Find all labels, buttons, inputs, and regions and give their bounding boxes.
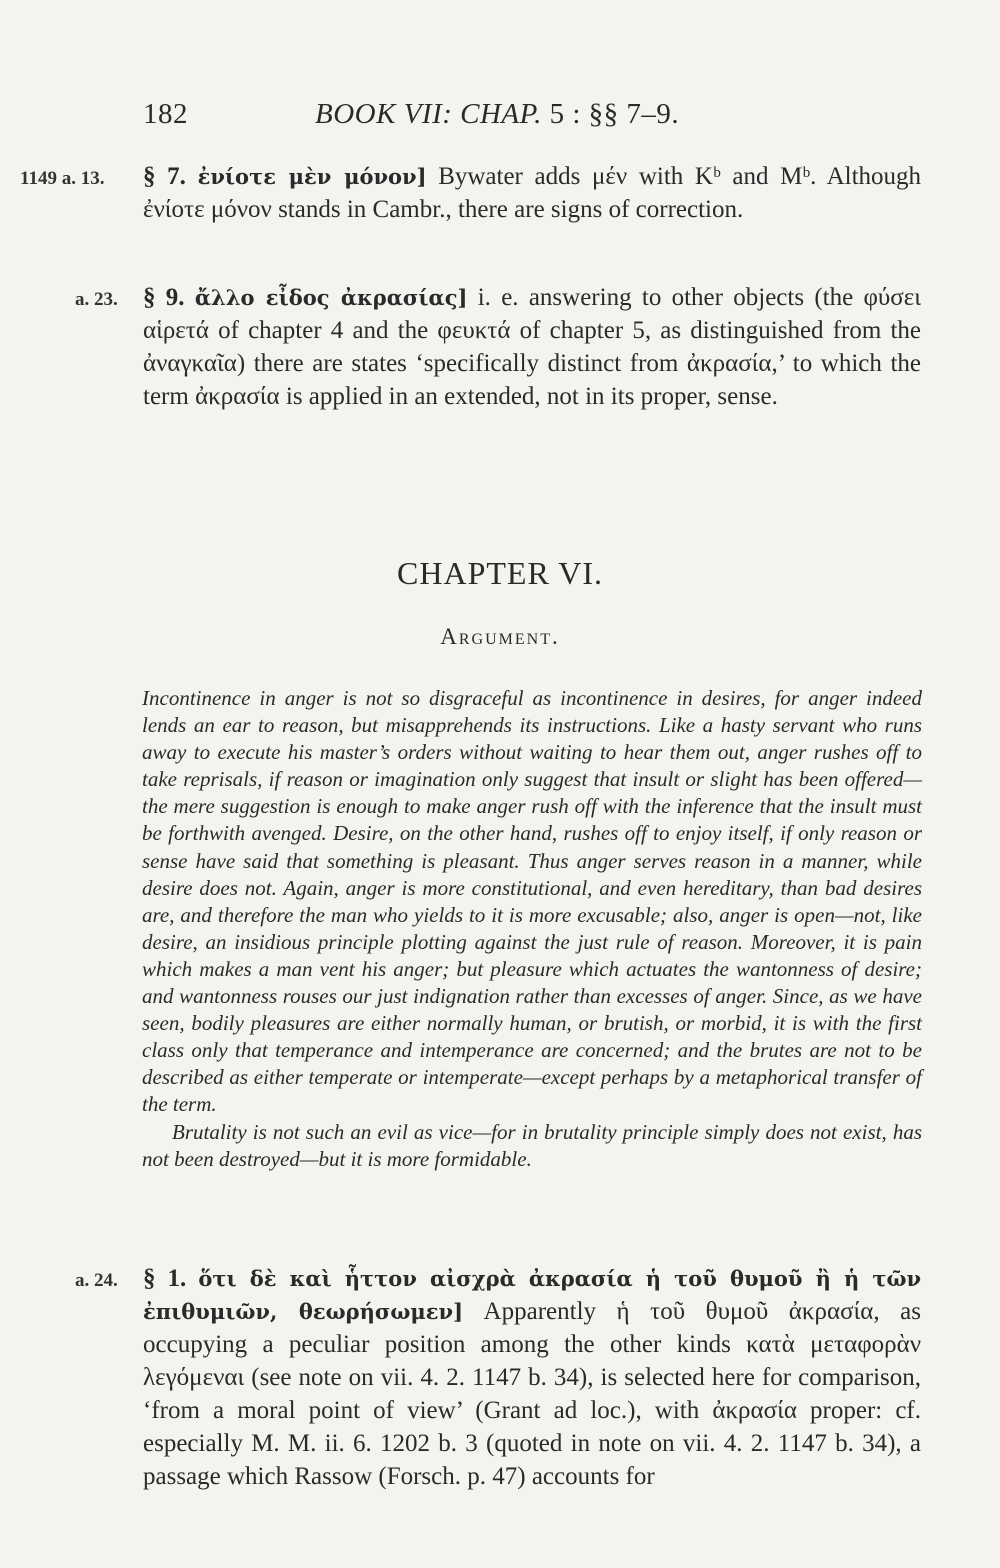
- argument-paragraph-2: Brutality is not such an evil as vice—for in brutality principle simply does not exist, has not been destroyed—but it is more formidable.: [142, 1119, 922, 1171]
- argument-text: [142, 685, 922, 1173]
- margin-reference: a. 23.: [75, 289, 118, 310]
- argument-heading: Argument.: [440, 624, 560, 649]
- section-mark: § 9.: [143, 284, 185, 311]
- margin-reference: a. 24.: [75, 1270, 118, 1291]
- note-text: i. e. answering to other objects (the φύσει αἱρετά of chapter 4 and the φευκτά of chapter 5, as distinguished from the ἀναγκαῖα) there are states ‘specifically distinct from ἀκρασία,’ to which the term ἀκρασία is applied in an extended, not in its proper, sense.: [143, 284, 922, 410]
- lemma: ὅτι δὲ καὶ ἧττον αἰσχρὰ ἀκρασία ἡ τοῦ θυμοῦ ἢ ἡ τῶν ἐπιθυμιῶν, θεωρήσωμεν]: [143, 1266, 922, 1324]
- chapter-title: CHAPTER VI.: [397, 555, 603, 591]
- note-body: [143, 1262, 921, 1493]
- margin-reference: 1149 a. 13.: [20, 168, 105, 189]
- lemma: ἐνίοτε μὲν μόνον]: [197, 164, 427, 189]
- lemma: ἄλλο εἶδος ἀκρασίας]: [194, 285, 468, 310]
- note-body: [143, 160, 921, 226]
- running-title-italic: BOOK VII: CHAP.: [315, 98, 542, 130]
- note-body: [143, 281, 921, 413]
- page-number: 182: [143, 98, 188, 130]
- note-text: Apparently ἡ τοῦ θυμοῦ ἀκρασία, as occupying a peculiar position among the other kinds κατὰ μεταφορὰν λεγόμεναι (see note on vii. 4. 2. 1147 b. 34), is selected here for comparison, ‘from a moral point of view’ (Grant ad loc.), with ἀκρασία proper: cf. especially M. M. ii. 6. 1202 b. 3 (quoted in note on vii. 4. 2. 1147 b. 34), a passage which Rassow (Forsch. p. 47) accounts for: [143, 1298, 921, 1490]
- section-mark: § 7.: [143, 163, 186, 190]
- section-mark: § 1.: [143, 1265, 187, 1292]
- running-title: [315, 98, 679, 131]
- running-title-rest: 5 : §§ 7–9.: [541, 98, 680, 130]
- argument-paragraph-1: Incontinence in anger is not so disgraceful as incontinence in desires, for anger indeed lends an ear to reason, but misapprehends its instructions. Like a hasty servant who runs away to execute his master’s orders without waiting to hear them out, anger rushes off to take reprisals, if reason or imagination only suggest that insult or slight has been offered—the mere suggestion is enough to make anger rush off with the inference that the insult must be forthwith avenged. Desire, on the other hand, rushes off to enjoy itself, if only reason or sense have said that something is pleasant. Thus anger serves reason in a manner, while desire does not. Again, anger is more constitutional, and even hereditary, than bad desires are, and therefore the man who yields to it is more excusable; also, anger is open—not, like desire, an insidious principle plotting against the just rule of reason. Moreover, it is pain which makes a man vent his anger; but pleasure which actuates the wantonness of desire; and wantonness rouses our just indignation rather than excesses of anger. Since, as we have seen, bodily pleasures are either normally human, or brutish, or morbid, it is with the first class only that temperance and intemperance are concerned; and the brutes are not to be described as either temperate or intemperate—except perhaps by a metaphorical transfer of the term.: [142, 686, 922, 1117]
- note-text: Bywater adds μέν with Kᵇ and Mᵇ. Although ἐνίοτε μόνον stands in Cambr., there are signs of correction.: [143, 163, 922, 223]
